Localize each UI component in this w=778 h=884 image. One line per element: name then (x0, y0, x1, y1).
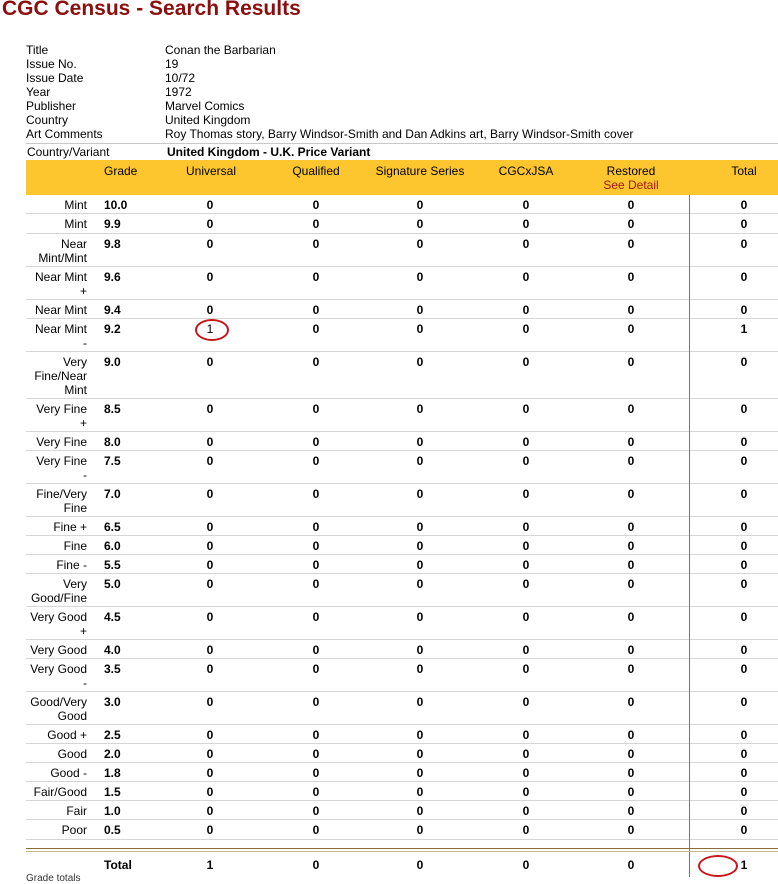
info-value: Conan the Barbarian (165, 43, 276, 57)
grade-row (26, 659, 778, 692)
grade-name: Very Fine - (36, 454, 87, 482)
count-total: 0 (740, 695, 748, 709)
column-divider (689, 195, 690, 877)
count-restored: 0 (627, 454, 635, 468)
col-header-qualified: Qualified (292, 164, 340, 178)
grade-name: Fine (63, 539, 87, 553)
count-universal: 0 (206, 487, 214, 501)
grade-value: 3.0 (104, 695, 121, 709)
info-value: 1972 (165, 85, 192, 99)
count-universal: 0 (206, 728, 214, 742)
grade-value: 3.5 (104, 662, 121, 676)
count-total: 0 (740, 558, 748, 572)
count-qualified: 0 (312, 322, 320, 336)
count-cgcxjsa: 0 (522, 766, 530, 780)
count-restored: 0 (627, 766, 635, 780)
grade-row (26, 640, 778, 659)
grade-value: 9.8 (104, 237, 121, 251)
count-qualified: 0 (312, 785, 320, 799)
count-qualified: 0 (312, 804, 320, 818)
grade-name: Near Mint (34, 303, 87, 317)
count-cgcxjsa: 0 (522, 217, 530, 231)
count-universal: 0 (206, 303, 214, 317)
grade-name: Very Good + (30, 610, 87, 638)
grade-row (26, 692, 778, 725)
grade-row (26, 319, 778, 352)
grade-value: 5.5 (104, 558, 121, 572)
count-universal: 0 (206, 785, 214, 799)
count-total: 0 (740, 610, 748, 624)
count-signature-series: 0 (416, 558, 424, 572)
grade-row (26, 432, 778, 451)
count-restored: 0 (627, 643, 635, 657)
count-cgcxjsa: 0 (522, 322, 530, 336)
count-total: 0 (740, 728, 748, 742)
grade-value: 7.5 (104, 454, 121, 468)
info-value: Roy Thomas story, Barry Windsor-Smith and Dan Adkins art, Barry Windsor-Smith cover (165, 127, 634, 141)
count-total: 0 (740, 747, 748, 761)
grade-row (26, 820, 778, 840)
count-qualified: 0 (312, 643, 320, 657)
count-restored: 0 (627, 270, 635, 284)
count-cgcxjsa: 0 (522, 454, 530, 468)
grade-row (26, 234, 778, 267)
total-universal: 1 (206, 858, 214, 872)
grade-name: Good + (47, 728, 87, 742)
count-total: 0 (740, 237, 748, 251)
grand-total: 1 (740, 858, 748, 872)
info-label: Title (26, 43, 49, 57)
count-qualified: 0 (312, 823, 320, 837)
totals-row (26, 856, 778, 876)
count-cgcxjsa: 0 (522, 270, 530, 284)
total-signature-series: 0 (416, 858, 424, 872)
grade-name: Very Fine + (36, 402, 87, 430)
count-restored: 0 (627, 823, 635, 837)
count-universal: 0 (206, 695, 214, 709)
grade-row (26, 195, 778, 214)
grade-name: Very Fine/Near Mint (34, 355, 87, 397)
count-total: 0 (740, 823, 748, 837)
count-total: 0 (740, 643, 748, 657)
col-header-cgcxjsa: CGCxJSA (498, 164, 554, 178)
info-label: Publisher (26, 99, 77, 113)
count-cgcxjsa: 0 (522, 747, 530, 761)
count-signature-series: 0 (416, 728, 424, 742)
count-signature-series: 0 (416, 303, 424, 317)
grade-value: 2.0 (104, 747, 121, 761)
count-qualified: 0 (312, 487, 320, 501)
count-qualified: 0 (312, 237, 320, 251)
grade-name: Near Mint + (34, 270, 87, 298)
grade-row (26, 267, 778, 300)
count-signature-series: 0 (416, 577, 424, 591)
count-signature-series: 0 (416, 823, 424, 837)
grade-name: Good - (50, 766, 87, 780)
grade-value: 8.0 (104, 435, 121, 449)
count-signature-series: 0 (416, 487, 424, 501)
count-cgcxjsa: 0 (522, 695, 530, 709)
count-qualified: 0 (312, 270, 320, 284)
info-label: Country (26, 113, 69, 127)
count-cgcxjsa: 0 (522, 487, 530, 501)
count-restored: 0 (627, 577, 635, 591)
count-restored: 0 (627, 747, 635, 761)
count-total: 0 (740, 303, 748, 317)
count-cgcxjsa: 0 (522, 198, 530, 212)
info-label: Issue Date (26, 71, 84, 85)
grade-name: Very Good (30, 643, 87, 657)
grade-name: Mint (64, 198, 87, 212)
count-cgcxjsa: 0 (522, 402, 530, 416)
count-qualified: 0 (312, 217, 320, 231)
count-qualified: 0 (312, 198, 320, 212)
count-restored: 0 (627, 303, 635, 317)
count-qualified: 0 (312, 454, 320, 468)
grade-row (26, 352, 778, 399)
count-universal: 0 (206, 402, 214, 416)
info-value: Marvel Comics (165, 99, 245, 113)
count-signature-series: 0 (416, 402, 424, 416)
grade-row (26, 214, 778, 234)
grade-name: Very Fine (36, 435, 87, 449)
count-restored: 0 (627, 662, 635, 676)
grade-row (26, 484, 778, 517)
grade-name: Good (57, 747, 87, 761)
grade-value: 10.0 (104, 198, 128, 212)
count-cgcxjsa: 0 (522, 577, 530, 591)
count-signature-series: 0 (416, 198, 424, 212)
count-cgcxjsa: 0 (522, 804, 530, 818)
grade-name: Near Mint/Mint (38, 237, 87, 265)
grade-row (26, 574, 778, 607)
count-total: 0 (740, 766, 748, 780)
count-signature-series: 0 (416, 539, 424, 553)
grade-name: Near Mint - (34, 322, 87, 350)
totals-separator (26, 848, 778, 852)
count-cgcxjsa: 0 (522, 662, 530, 676)
grade-value: 0.5 (104, 823, 121, 837)
count-universal: 0 (206, 558, 214, 572)
totals-label: Total (104, 858, 132, 872)
count-universal: 0 (206, 577, 214, 591)
count-qualified: 0 (312, 435, 320, 449)
grade-row (26, 725, 778, 744)
count-qualified: 0 (312, 695, 320, 709)
count-total: 0 (740, 577, 748, 591)
count-qualified: 0 (312, 402, 320, 416)
count-signature-series: 0 (416, 804, 424, 818)
info-label: Year (26, 85, 51, 99)
count-signature-series: 0 (416, 662, 424, 676)
count-universal: 0 (206, 662, 214, 676)
count-restored: 0 (627, 695, 635, 709)
count-qualified: 0 (312, 520, 320, 534)
count-universal: 0 (206, 198, 214, 212)
count-cgcxjsa: 0 (522, 303, 530, 317)
count-total: 0 (740, 355, 748, 369)
count-qualified: 0 (312, 747, 320, 761)
count-restored: 0 (627, 610, 635, 624)
grade-name: Fair/Good (33, 785, 87, 799)
grade-name: Very Good - (30, 662, 87, 690)
count-restored: 0 (627, 520, 635, 534)
count-signature-series: 0 (416, 435, 424, 449)
count-signature-series: 0 (416, 610, 424, 624)
country-variant-row (26, 143, 778, 161)
col-header-universal: Universal (185, 164, 237, 178)
count-signature-series: 0 (416, 785, 424, 799)
grade-name: Fine + (53, 520, 87, 534)
count-signature-series: 0 (416, 355, 424, 369)
count-universal: 0 (206, 435, 214, 449)
count-cgcxjsa: 0 (522, 539, 530, 553)
count-signature-series: 0 (416, 520, 424, 534)
count-universal: 0 (206, 355, 214, 369)
count-signature-series: 0 (416, 270, 424, 284)
count-cgcxjsa: 0 (522, 728, 530, 742)
total-restored: 0 (627, 858, 635, 872)
universal-count-highlight-ring (195, 319, 229, 341)
count-total: 0 (740, 804, 748, 818)
see-detail-link[interactable]: See Detail (603, 178, 659, 192)
count-signature-series: 0 (416, 322, 424, 336)
count-cgcxjsa: 0 (522, 823, 530, 837)
count-cgcxjsa: 0 (522, 355, 530, 369)
count-universal: 0 (206, 766, 214, 780)
info-value: United Kingdom (165, 113, 251, 127)
count-signature-series: 0 (416, 695, 424, 709)
grade-value: 9.2 (104, 322, 121, 336)
census-table-body (26, 195, 778, 840)
count-qualified: 0 (312, 766, 320, 780)
count-universal: 0 (206, 237, 214, 251)
count-total: 0 (740, 198, 748, 212)
count-restored: 0 (627, 487, 635, 501)
count-universal: 0 (206, 217, 214, 231)
count-restored: 0 (627, 217, 635, 231)
grade-value: 5.0 (104, 577, 121, 591)
grade-value: 6.0 (104, 539, 121, 553)
grade-name: Fair (66, 804, 87, 818)
grade-name: Poor (61, 823, 87, 837)
grade-row (26, 451, 778, 484)
grade-value: 7.0 (104, 487, 121, 501)
count-qualified: 0 (312, 728, 320, 742)
col-header-grade: Grade (104, 164, 138, 178)
count-cgcxjsa: 0 (522, 558, 530, 572)
count-cgcxjsa: 0 (522, 643, 530, 657)
count-restored: 0 (627, 558, 635, 572)
info-label: Issue No. (26, 57, 77, 71)
count-total: 0 (740, 539, 748, 553)
grade-name: Mint (64, 217, 87, 231)
count-signature-series: 0 (416, 766, 424, 780)
info-value: 19 (165, 57, 179, 71)
count-restored: 0 (627, 435, 635, 449)
count-qualified: 0 (312, 303, 320, 317)
grade-name: Fine - (56, 558, 87, 572)
count-universal: 0 (206, 643, 214, 657)
count-total: 0 (740, 785, 748, 799)
census-table-header (26, 160, 778, 195)
grade-value: 8.5 (104, 402, 121, 416)
count-universal: 0 (206, 804, 214, 818)
grade-row (26, 782, 778, 801)
count-total: 0 (740, 402, 748, 416)
count-signature-series: 0 (416, 217, 424, 231)
count-universal: 0 (206, 823, 214, 837)
count-universal: 0 (206, 454, 214, 468)
grade-value: 1.8 (104, 766, 121, 780)
footer-text: Grade totals (26, 873, 81, 884)
count-signature-series: 0 (416, 643, 424, 657)
count-qualified: 0 (312, 577, 320, 591)
count-qualified: 0 (312, 610, 320, 624)
col-header-restored: Restored (606, 164, 656, 178)
total-cgcxjsa: 0 (522, 858, 530, 872)
page-title: CGC Census - Search Results (2, 0, 301, 20)
grade-row (26, 555, 778, 574)
col-header-total: Total (731, 164, 757, 178)
count-qualified: 0 (312, 558, 320, 572)
grade-row (26, 300, 778, 319)
count-total: 0 (740, 217, 748, 231)
grade-row (26, 763, 778, 782)
info-value: 10/72 (165, 71, 196, 85)
count-signature-series: 0 (416, 454, 424, 468)
count-signature-series: 0 (416, 747, 424, 761)
country-variant-label: Country/Variant (27, 145, 110, 159)
count-total: 0 (740, 454, 748, 468)
info-label: Art Comments (26, 127, 103, 141)
grade-value: 1.5 (104, 785, 121, 799)
count-restored: 0 (627, 804, 635, 818)
count-cgcxjsa: 0 (522, 520, 530, 534)
count-restored: 0 (627, 728, 635, 742)
grade-row (26, 607, 778, 640)
count-universal: 0 (206, 270, 214, 284)
grand-total-highlight-ring (698, 855, 738, 877)
grade-value: 6.5 (104, 520, 121, 534)
count-cgcxjsa: 0 (522, 435, 530, 449)
country-variant-value: United Kingdom - U.K. Price Variant (167, 145, 371, 159)
count-universal: 1 (206, 322, 214, 336)
count-total: 0 (740, 435, 748, 449)
grade-name: Fine/Very Fine (36, 487, 87, 515)
grade-row (26, 744, 778, 763)
grade-value: 9.0 (104, 355, 121, 369)
count-cgcxjsa: 0 (522, 785, 530, 799)
count-qualified: 0 (312, 662, 320, 676)
grade-row (26, 536, 778, 555)
count-universal: 0 (206, 520, 214, 534)
count-restored: 0 (627, 355, 635, 369)
count-total: 1 (740, 322, 748, 336)
count-total: 0 (740, 662, 748, 676)
grade-value: 9.6 (104, 270, 121, 284)
count-qualified: 0 (312, 355, 320, 369)
col-header-signature-series: Signature Series (375, 164, 465, 178)
grade-value: 1.0 (104, 804, 121, 818)
grade-name: Good/Very Good (30, 695, 87, 723)
grade-name: Very Good/Fine (30, 577, 87, 605)
grade-value: 9.4 (104, 303, 121, 317)
grade-value: 2.5 (104, 728, 121, 742)
count-total: 0 (740, 270, 748, 284)
count-restored: 0 (627, 198, 635, 212)
count-restored: 0 (627, 237, 635, 251)
grade-value: 4.5 (104, 610, 121, 624)
grade-row (26, 517, 778, 536)
grade-value: 4.0 (104, 643, 121, 657)
count-restored: 0 (627, 402, 635, 416)
grade-row (26, 399, 778, 432)
total-qualified: 0 (312, 858, 320, 872)
count-cgcxjsa: 0 (522, 610, 530, 624)
count-qualified: 0 (312, 539, 320, 553)
count-universal: 0 (206, 610, 214, 624)
count-universal: 0 (206, 539, 214, 553)
grade-row (26, 801, 778, 820)
count-total: 0 (740, 487, 748, 501)
count-restored: 0 (627, 322, 635, 336)
count-cgcxjsa: 0 (522, 237, 530, 251)
grade-value: 9.9 (104, 217, 121, 231)
count-universal: 0 (206, 747, 214, 761)
count-signature-series: 0 (416, 237, 424, 251)
count-restored: 0 (627, 785, 635, 799)
count-restored: 0 (627, 539, 635, 553)
count-total: 0 (740, 520, 748, 534)
